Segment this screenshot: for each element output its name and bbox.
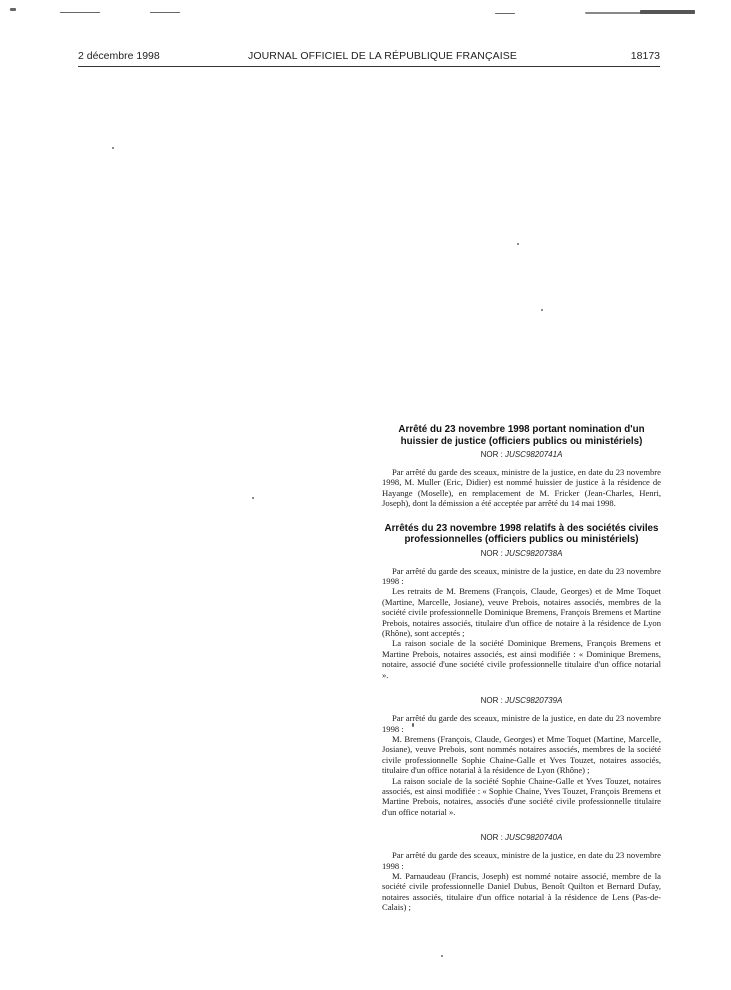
section-societes-civiles bbox=[382, 523, 661, 680]
section-huissier bbox=[382, 424, 661, 509]
sub-arrete-3 bbox=[382, 833, 661, 912]
section-title: Arrêté du 23 novembre 1998 portant nomination d'un huissier de justice (officiers publics ou ministériels) bbox=[398, 424, 645, 447]
nor-label: NOR : bbox=[480, 833, 503, 843]
paragraph: Les retraits de M. Bremens (François, Claude, Georges) et de Mme Toquet (Martine, Marcelle, Josiane), veuve Prebois, notaires associés, membres de la société civile professionnelle Dominique Bremens, François Bremens et Martine Prebois, notaires associés, titulaire d'un office de notaire à la résidence de Lyon (Rhône), sont acceptés ; bbox=[382, 586, 661, 639]
paragraph: Par arrêté du garde des sceaux, ministre de la justice, en date du 23 novembre 1998, M. Muller (Eric, Didier) est nommé huissier de justice à la résidence de Hayange (Moselle), en remplacement de M. Fricker (Jean-Charles, Henri, Joseph), dont la démission a été acceptée par arrêté du 14 mai 1998. bbox=[382, 467, 661, 509]
nor-reference bbox=[382, 696, 661, 705]
sub-arrete-2 bbox=[382, 696, 661, 817]
nor-reference bbox=[382, 450, 661, 459]
nor-reference bbox=[382, 549, 661, 558]
text-column bbox=[382, 424, 661, 913]
paragraph: M. Parnaudeau (Francis, Joseph) est nommé notaire associé, membre de la société civile professionnelle Daniel Dubus, Benoît Quilton et Bernard Dufay, notaires associés, titulaire d'un office notarial à la résidence de Lens (Pas-de-Calais) ; bbox=[382, 870, 661, 913]
paragraph: Par arrêté du garde des sceaux, ministre de la justice, en date du 23 novembre 1998 : bbox=[382, 565, 661, 587]
nor-label: NOR : bbox=[480, 548, 503, 558]
header-date: 2 décembre 1998 bbox=[78, 50, 160, 62]
paragraph: M. Bremens (François, Claude, Georges) et Mme Toquet (Martine, Marcelle, Josiane), veuve Prebois, sont nommés notaires associés, membres de la société civile professionnelle Sophie Chaine-Galle et Yves Touzet, notaires associés, titulaire d'un office notarial à la résidence de Lyon (Rhône) ; bbox=[382, 733, 661, 776]
nor-label: NOR : bbox=[480, 696, 503, 706]
header-page-number: 18173 bbox=[630, 50, 660, 62]
nor-label: NOR : bbox=[480, 450, 503, 459]
nor-reference bbox=[382, 833, 661, 842]
page-header bbox=[78, 50, 660, 64]
header-rule bbox=[78, 66, 660, 67]
paragraph: Par arrêté du garde des sceaux, ministre de la justice, en date du 23 novembre 1998 : bbox=[382, 850, 661, 871]
paragraph: La raison sociale de la société Dominique Bremens, François Bremens et Martine Prebois, notaires associés, est ainsi modifiée : « Dominique Bremens, notaire, associé d'une société civile professionnelle titulaire d'un office notarial ». bbox=[382, 638, 661, 680]
nor-code: JUSC9820738A bbox=[505, 548, 563, 558]
paragraph: La raison sociale de la société Sophie Chaine-Galle et Yves Touzet, notaires associés, est ainsi modifiée : « Sophie Chaine, Yves Touzet, François Bremens et Martine Prebois, notaires, associés d'une société civile professionnelle titulaire d'un office notarial ». bbox=[382, 775, 661, 817]
header-journal-title: JOURNAL OFFICIEL DE LA RÉPUBLIQUE FRANÇAISE bbox=[248, 50, 517, 62]
nor-code: JUSC9820741A bbox=[505, 450, 563, 459]
nor-code: JUSC9820740A bbox=[505, 833, 563, 843]
section-title: Arrêtés du 23 novembre 1998 relatifs à des sociétés civiles professionnelles (officiers publics ou ministériels) bbox=[384, 522, 659, 546]
nor-code: JUSC9820739A bbox=[505, 696, 563, 706]
paragraph: Par arrêté du garde des sceaux, ministre de la justice, en date du 23 novembre 1998 : bbox=[382, 713, 661, 734]
